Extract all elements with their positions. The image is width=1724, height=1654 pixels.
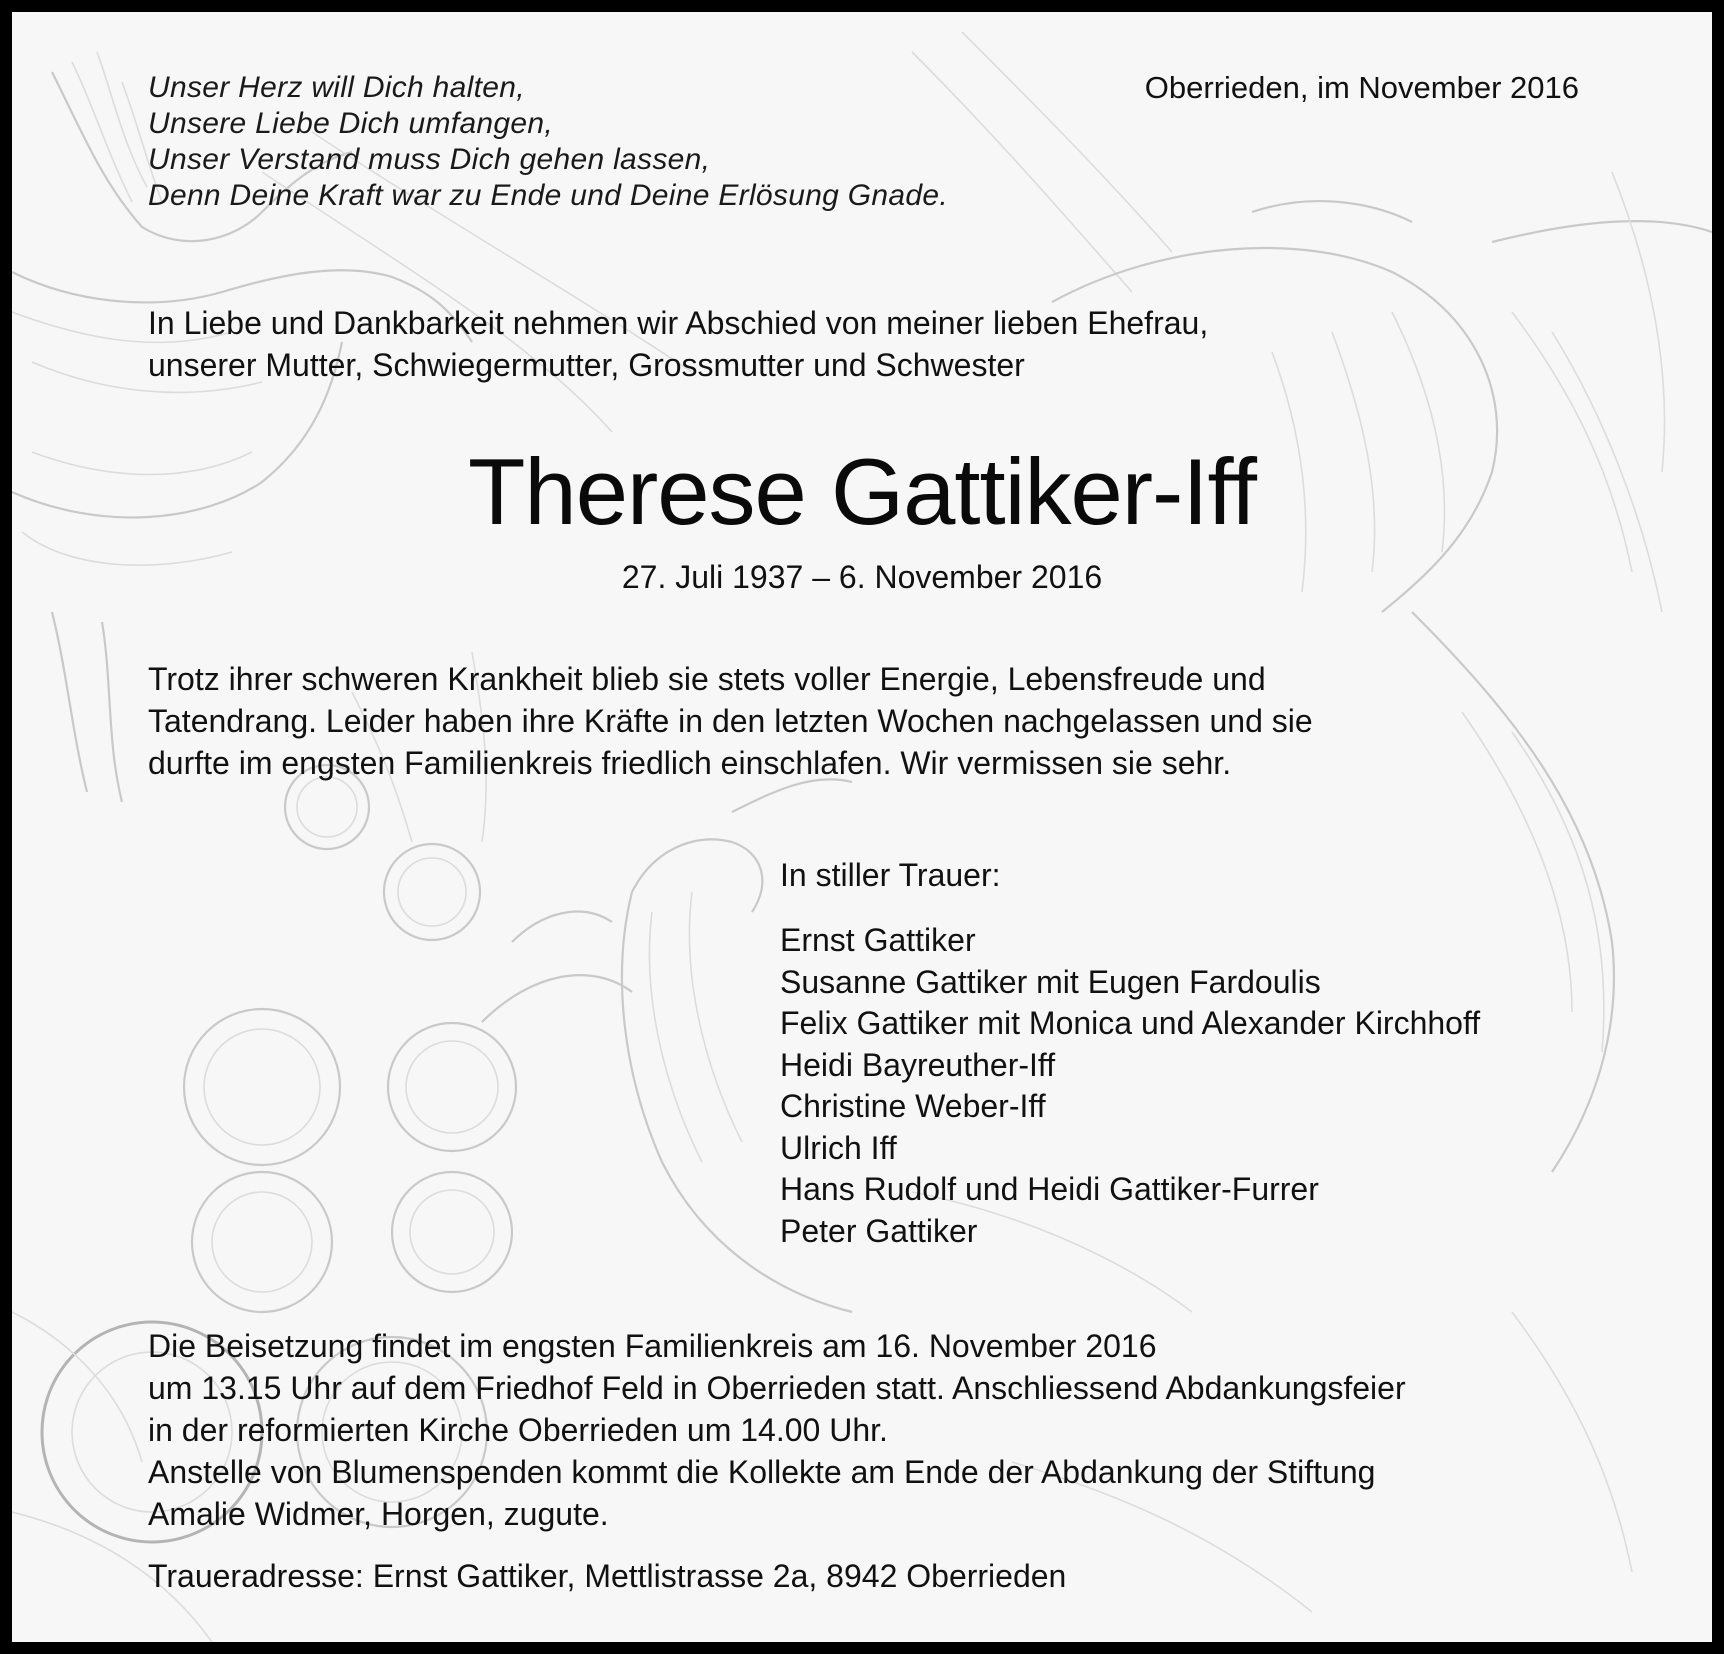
mourner-name: Ulrich Iff bbox=[780, 1129, 897, 1166]
mourner-name: Hans Rudolf und Heidi Gattiker-Furrer bbox=[780, 1171, 1319, 1207]
poem-line: Unser Verstand muss Dich gehen lassen, bbox=[148, 143, 711, 176]
mourner-name: Susanne Gattiker mit Eugen Fardoulis bbox=[780, 963, 1321, 1000]
poem-line: Unser Herz will Dich halten, bbox=[148, 71, 525, 104]
mourner-name: Peter Gattiker bbox=[780, 1212, 978, 1249]
mourner-name: Ernst Gattiker bbox=[780, 922, 976, 958]
mourning-heading: In stiller Trauer: bbox=[780, 857, 1001, 893]
funeral-line: Anstelle von Blumenspenden kommt die Kollekte am Ende der Abdankung der Stiftung bbox=[148, 1454, 1376, 1490]
farewell-intro bbox=[148, 302, 1208, 386]
mourner-name: Heidi Bayreuther-Iff bbox=[780, 1046, 1056, 1083]
funeral-line: um 13.15 Uhr auf dem Friedhof Feld in Oberrieden statt. Anschliessend Abdankungsfeier bbox=[148, 1370, 1406, 1406]
opening-poem bbox=[148, 70, 948, 214]
deceased-name: Therese Gattiker-Iff bbox=[468, 439, 1256, 544]
funeral-line: Amalie Widmer, Horgen, zugute. bbox=[148, 1496, 609, 1532]
tribute-line: Trotz ihrer schweren Krankheit blieb sie stets voller Energie, Lebensfreude und bbox=[148, 661, 1266, 697]
intro-line: In Liebe und Dankbarkeit nehmen wir Abschied von meiner lieben Ehefrau, bbox=[148, 305, 1209, 341]
intro-line: unserer Mutter, Schwiegermutter, Grossmutter und Schwester bbox=[148, 347, 1025, 383]
poem-line: Unsere Liebe Dich umfangen, bbox=[148, 107, 553, 140]
funeral-line: in der reformierten Kirche Oberrieden um 14.00 Uhr. bbox=[148, 1412, 888, 1448]
funeral-line: Die Beisetzung findet im engsten Familienkreis am 16. November 2016 bbox=[148, 1328, 1157, 1364]
mourner-name: Felix Gattiker mit Monica und Alexander Kirchhoff bbox=[780, 1005, 1481, 1041]
tribute-line: Tatendrang. Leider haben ihre Kräfte in den letzten Wochen nachgelassen und sie bbox=[148, 703, 1313, 739]
mourning-address: Traueradresse: Ernst Gattiker, Mettlistrasse 2a, 8942 Oberrieden bbox=[148, 1558, 1067, 1594]
tribute-paragraph bbox=[148, 658, 1313, 784]
mourner-name: Christine Weber-Iff bbox=[780, 1088, 1046, 1124]
mourner-list bbox=[780, 920, 1480, 1252]
life-dates: 27. Juli 1937 – 6. November 2016 bbox=[621, 559, 1103, 595]
tribute-line: durfte im engsten Familienkreis friedlich einschlafen. Wir vermissen sie sehr. bbox=[148, 745, 1232, 781]
funeral-details bbox=[148, 1325, 1406, 1535]
poem-line: Denn Deine Kraft war zu Ende und Deine Erlösung Gnade. bbox=[148, 179, 949, 212]
place-and-date: Oberrieden, im November 2016 bbox=[1144, 70, 1579, 105]
